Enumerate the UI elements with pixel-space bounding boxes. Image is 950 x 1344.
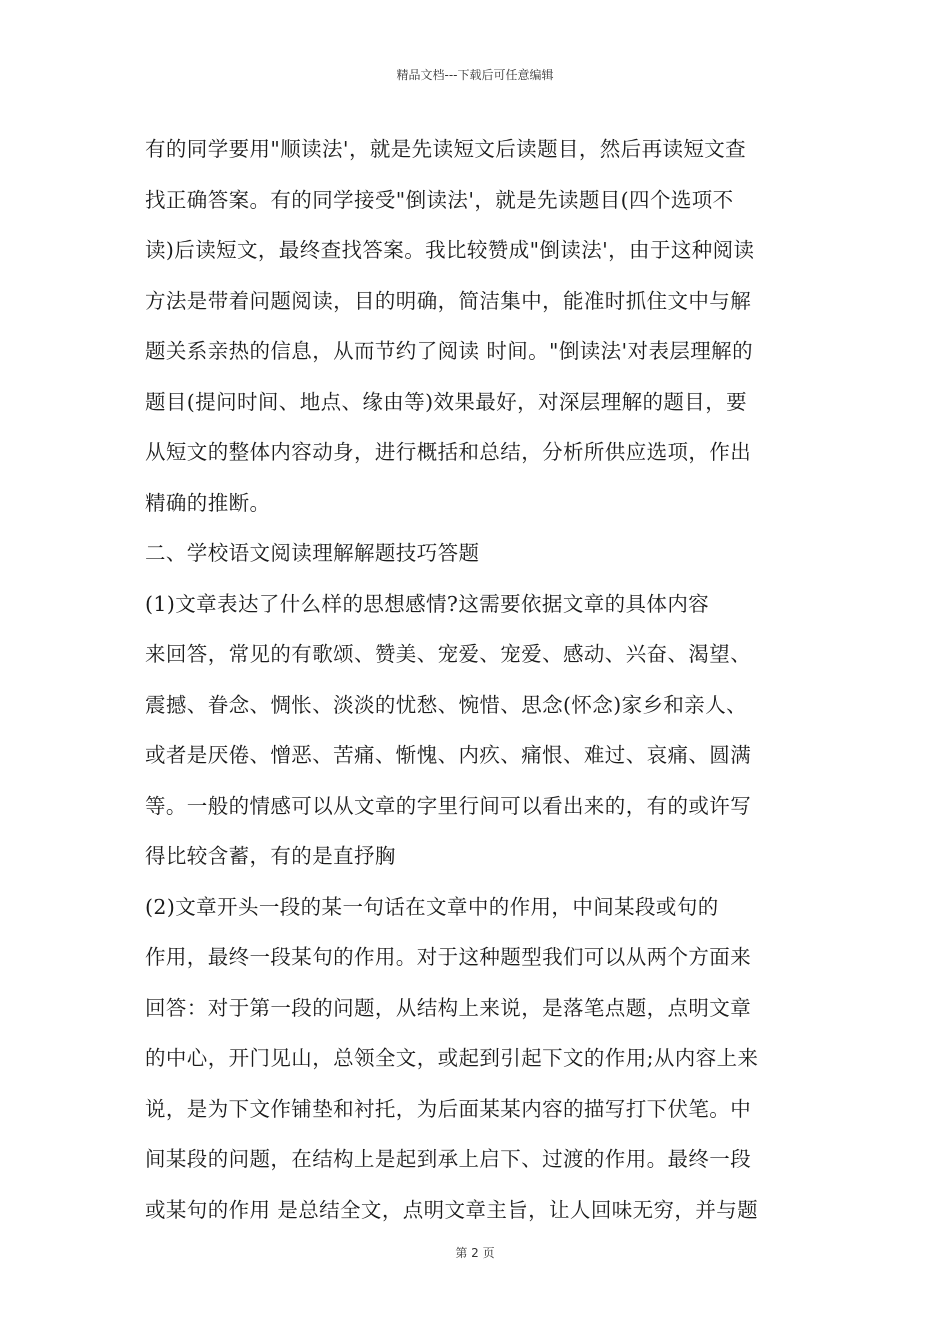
section-heading: 二、学校语文阅读理解解题技巧答题 xyxy=(145,541,480,565)
page-number: 第 2 页 xyxy=(455,1246,495,1260)
text-line: 等。一般的情感可以从文章的字里行间可以看出来的，有的或许写 xyxy=(145,793,752,818)
text-line: 回答：对于第一段的问题，从结构上来说，是落笔点题，点明文章 xyxy=(145,995,752,1020)
text-line: 来回答，常见的有歌颂、赞美、宠爱、宠爱、感动、兴奋、渴望、 xyxy=(145,642,752,666)
text-line: 或者是厌倦、憎恶、苦痛、惭愧、内疚、痛恨、难过、哀痛、圆满 xyxy=(145,743,752,767)
text-line: 间某段的问题，在结构上是起到承上启下、过渡的作用。最终一段 xyxy=(145,1147,752,1171)
text-line: 震撼、眷念、惆怅、淡淡的忧愁、惋惜、思念(怀念)家乡和亲人、 xyxy=(145,692,747,717)
text-line: 找正确答案。有的同学接受"倒读法'，就是先读题目(四个选项不 xyxy=(145,187,734,212)
document-body xyxy=(145,124,807,1235)
text-line: 从短文的整体内容动身，进行概括和总结，分析所供应选项，作出 xyxy=(145,440,752,464)
text-line: 方法是带着问题阅读，目的明确，简洁集中，能准时抓住文中与解 xyxy=(145,288,752,313)
text-line: (2)文章开头一段的某一句话在文章中的作用，中间某段或句的 xyxy=(145,894,719,919)
text-line: 读)后读短文，最终查找答案。我比较赞成"倒读法'，由于这种阅读 xyxy=(145,238,755,262)
text-line: 精确的推断。 xyxy=(145,490,271,515)
text-line: 有的同学要用"顺读法'，就是先读短文后读题目，然后再读短文查 xyxy=(145,137,747,161)
text-line: 的中心，开门见山，总领全文，或起到引起下文的作用;从内容上来 xyxy=(145,1046,759,1070)
text-line: 得比较含蓄，有的是直抒胸 xyxy=(145,844,396,868)
text-line: 题关系亲热的信息，从而节约了阅读 时间。"倒读法'对表层理解的 xyxy=(145,339,753,363)
text-line: 作用，最终一段某句的作用。对于这种题型我们可以从两个方面来 xyxy=(145,945,752,969)
text-line: (1)文章表达了什么样的思想感情?这需要依据文章的具体内容 xyxy=(145,591,710,616)
text-line: 说，是为下文作铺垫和衬托，为后面某某内容的描写打下伏笔。中 xyxy=(145,1096,752,1121)
text-line: 题目(提问时间、地点、缘由等)效果最好，对深层理解的题目，要 xyxy=(145,389,747,414)
text-line: 或某句的作用 是总结全文，点明文章主旨，让人回味无穷，并与题 xyxy=(145,1197,759,1222)
page-header: 精品文档---下载后可任意编辑 xyxy=(396,68,554,82)
